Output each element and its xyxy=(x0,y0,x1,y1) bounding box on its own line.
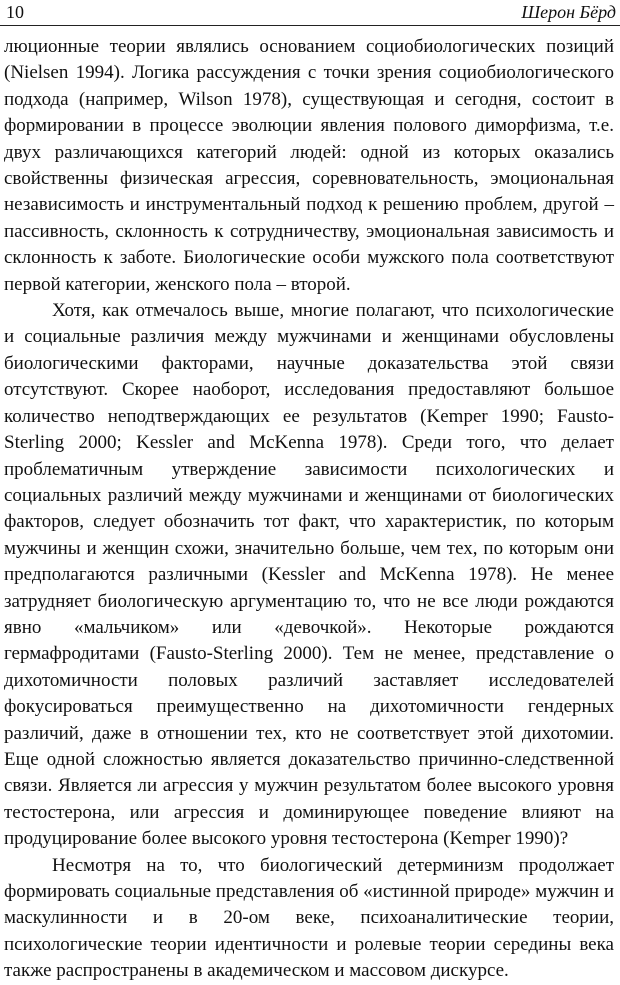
page-header xyxy=(0,0,620,26)
running-title: Шерон Бёрд xyxy=(521,2,616,22)
paragraph-2: Хотя, как отмечалось выше, многие полагают, что психологические и социальные различия между мужчинами и женщинами обусловлены биологическими факторами, научные доказательства этой связи отсутствуют. Скорее наоборот, исследования предоставляют большое количество неподтверждающих ее результатов (Kemper 1990; Fausto-Sterling 2000; Kessler and McKenna 1978). Среди того, что делает проблематичным утверждение зависимости психологических и социальных различий между мужчинами и женщинами от биологических факторов, следует обозначить тот факт, что характеристик, по которым мужчины и женщин схожи, значительно больше, чем тех, по которым они предполагаются различными (Kessler and McKenna 1978). Не менее затрудняет биологическую аргументацию то, что не все люди рождаются явно «мальчиком» или «девочкой». Некоторые рождаются гермафродитами (Fausto-Sterling 2000). Тем не менее, представление о дихотомичности половых различий заставляет исследователей фокусироваться преимущественно на дихотомичности гендерных различий, даже в отношении тех, кто не соответствует этой дихотомии. Еще одной сложностью является доказательство причинно-следственной связи. Является ли агрессия у мужчин результатом более высокого уровня тестостерона, или агрессия и доминирующее поведение влияют на продуцирование более высокого уровня тестостерона (Kemper 1990)? xyxy=(4,300,614,850)
page-body xyxy=(4,34,614,985)
paragraph-3: Несмотря на то, что биологический детерминизм продолжает формировать социальные представления об «истинной природе» мужчин и маскулинности и в 20-ом веке, психоаналитические теории, психологические теории идентичности и ролевые теории середины века также распространены в академическом и массовом дискурсе. xyxy=(4,854,614,982)
page-number: 10 xyxy=(6,2,24,22)
paragraph-1: люционные теории являлись основанием социобиологических позиций (Nielsen 1994). Логика рассуждения с точки зрения социобиологического подхода (например, Wilson 1978), существующая и сегодня, состоит в формировании в процессе эволюции явления полового диморфизма, т.е. двух различающихся категорий людей: одной из которых оказались свойственны физическая агрессия, соревновательность, эмоциональная независимость и инструментальный подход к решению проблем, другой – пассивность, склонность к сотрудничеству, эмоциональная зависимость и склонность к заботе. Биологические особи мужского пола соответствуют первой категории, женского пола – второй. xyxy=(4,36,614,295)
